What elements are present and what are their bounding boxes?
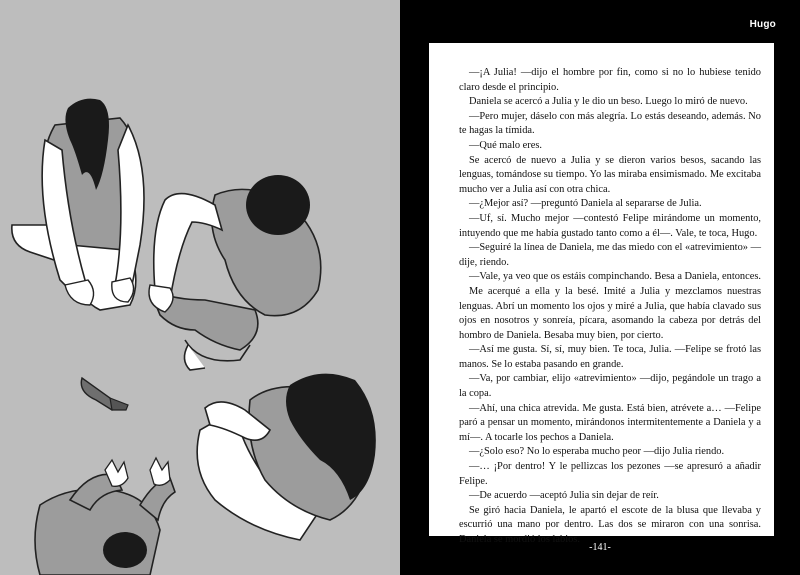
text-page (400, 0, 800, 575)
paragraph: —Va, por cambiar, elijo «atrevimiento» —dijo, pegándole un trago a la copa. (459, 373, 761, 400)
paragraph: —¿Mejor así? —preguntó Daniela al separarse de Julia. (469, 198, 702, 210)
paragraph: —Vale, ya veo que os estáis compinchando. Besa a Daniela, entonces. (469, 271, 761, 283)
paragraph: —… ¡Por dentro! Y le pellizcas los pezones —se apresuró a añadir Felipe. (459, 461, 761, 487)
paragraph: Daniela se acercó a Julia y le dio un beso. Luego lo miró de nuevo. (469, 96, 748, 108)
paragraph: —Seguiré la línea de Daniela, me das miedo con el «atrevimiento» —dije, riendo. (459, 242, 761, 268)
paragraph: —Así me gusta. Sí, sí, muy bien. Te toca, Julia. —Felipe se frotó las manos. Se lo estaba pasando en grande. (459, 344, 761, 370)
paragraph: —Pero mujer, dáselo con más alegría. Lo estás deseando, además. No te hagas la tímida. (459, 110, 761, 137)
paragraph: —De acuerdo —aceptó Julia sin dejar de reír. (469, 490, 659, 502)
paragraph: —Qué malo eres. (469, 139, 542, 151)
paragraph: —¿Solo eso? No lo esperaba mucho peor —dijo Julia riendo. (469, 446, 725, 458)
body-text (459, 66, 761, 548)
paragraph: Me acerqué a ella y la besé. Imité a Julia y mezclamos nuestras lenguas. Abrí un momento los ojos y miré a Julia, que había clavado sus ojos en nosotros y sonreía, pícara, asomando la cabeza por detrás del hombro de Daniela. Besaba muy bien, por cierto. (459, 285, 761, 341)
paragraph: —¡A Julia! —dijo el hombre por fin, como si no lo hubiese tenido claro desde el principio. (459, 67, 761, 93)
chapter-title: Hugo (749, 19, 776, 30)
text-box (429, 43, 774, 545)
page-number: -141- (589, 542, 611, 553)
paragraph: Se acercó de nuevo a Julia y se dieron varios besos, sacando las lenguas, tomándose su tiempo. Yo las miraba ensimismado. Me excitaba mucho ver a Julia así con otra chica. (459, 154, 761, 195)
paragraph: —Uf, sí. Mucho mejor —contestó Felipe mirándome un momento, intuyendo que me había gustado tanto como a él—. Vale, te toca, Hugo. (459, 212, 761, 239)
paragraph: Se giró hacia Daniela, le apartó el escote de la blusa que llevaba y escurrió una mano por dentro. Las dos se miraron con una sonrisa. Daniela se mordió los labios. (459, 504, 761, 545)
paragraph: —Ahí, una chica atrevida. Me gusta. Está bien, atrévete a… —Felipe paró a pensar un momento, mirándonos intermitentemente a Daniela y a mí—. A tocarle los pechos a Daniela. (459, 402, 761, 443)
